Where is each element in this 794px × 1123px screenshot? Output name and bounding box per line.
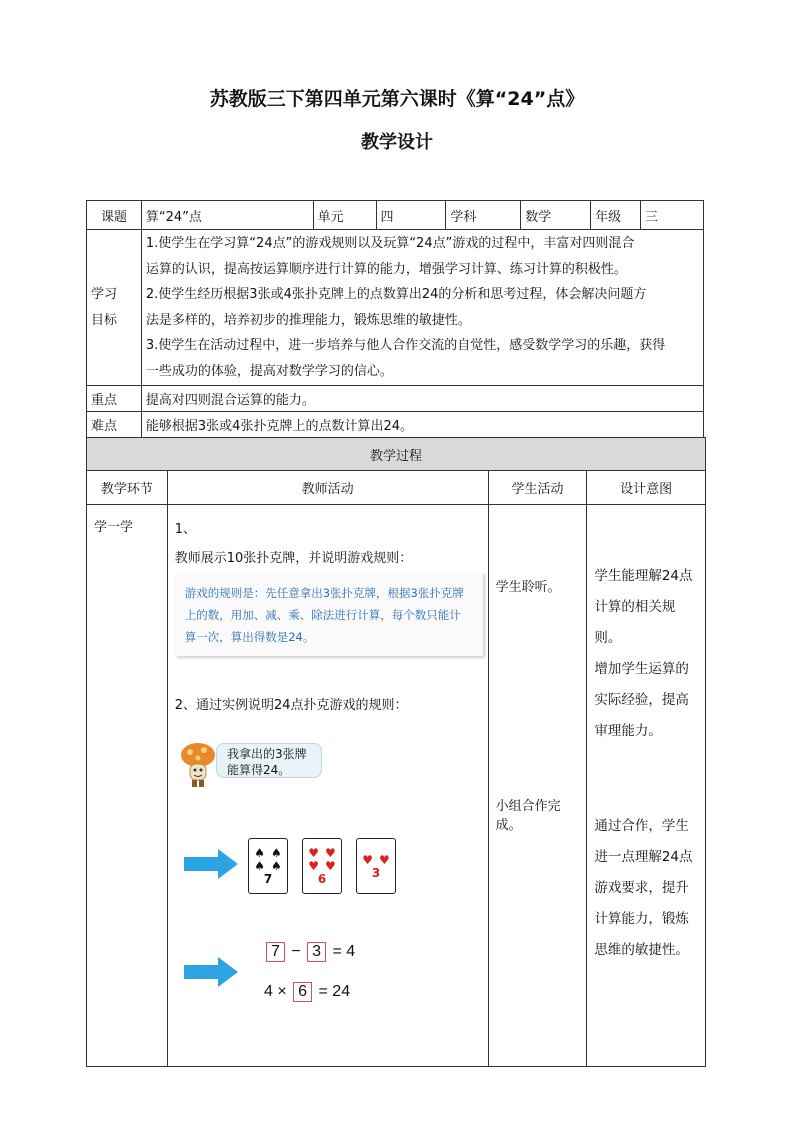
- intent-1: [588, 506, 704, 747]
- document-title: 苏教版三下第四单元第六课时《算“24”点》: [209, 88, 585, 110]
- intent-2: [588, 747, 704, 966]
- rule-box: [175, 572, 483, 656]
- col-intent: 设计意图: [587, 471, 706, 505]
- intent-line: 通过合作，学生: [594, 818, 689, 834]
- card-suit: ♥: [325, 846, 336, 860]
- card-suit: ♥: [362, 852, 373, 867]
- card-suit: ♠: [254, 859, 265, 873]
- rule-line: 算一次，算出得数是24。: [184, 630, 315, 644]
- card-suit: ♥: [308, 846, 319, 860]
- stage-label: 学一学: [94, 520, 134, 535]
- grade-value: 三: [641, 201, 704, 230]
- key-label: 重点: [87, 386, 142, 412]
- bubble-line: 能算得24。: [227, 763, 291, 777]
- grade-label: 年级: [591, 201, 641, 230]
- eq2-b: 6: [293, 982, 312, 1002]
- student-activity-2: 小组合作完成。: [495, 799, 561, 833]
- step-1-text: 教师展示10张扑克牌，并说明游戏规则：: [174, 551, 413, 566]
- info-table: [86, 200, 704, 438]
- subject-label: 学科: [446, 201, 521, 230]
- card-suit: ♠: [254, 846, 265, 860]
- bubble-line: 我拿出的3张牌: [227, 747, 307, 761]
- student-activity-1: 学生聆听。: [495, 580, 561, 595]
- topic-value: 算“24”点: [141, 201, 313, 230]
- intent-line: 进一点理解24点: [594, 849, 693, 865]
- card-rank: 6: [317, 872, 327, 886]
- goal-line: 一些成功的体验，提高对数学学习的信心。: [145, 363, 393, 379]
- goal-line: 3.使学生在活动过程中，进一步培养与他人合作交流的自觉性，感受数学学习的乐趣，获得: [145, 338, 666, 353]
- intent-line: 审理能力。: [594, 723, 662, 739]
- card-suit: ♥: [325, 859, 336, 873]
- col-stage: 教学环节: [87, 471, 168, 505]
- topic-label: 课题: [87, 201, 142, 230]
- goals-label: [87, 230, 142, 386]
- rule-line: 上的数，用加、减、乘、除法进行计算，每个数只能计: [184, 608, 461, 622]
- intent-line: 学生能理解24点: [594, 568, 693, 584]
- eq1-b: 3: [307, 942, 326, 962]
- equation-2: [264, 982, 350, 1002]
- intent-line: 计算的相关规则。: [594, 599, 676, 646]
- intent-line: 游戏要求，提升: [594, 880, 689, 896]
- card-suit: ♠: [271, 846, 282, 860]
- goal-line: 运算的认识，提高按运算顺序进行计算的能力，增强学习计算、练习计算的积极性。: [145, 261, 627, 277]
- equation-1: [264, 942, 355, 962]
- difficult-label: 难点: [87, 412, 142, 438]
- eq2-result: = 24: [318, 983, 351, 1000]
- subject-value: 数学: [521, 201, 591, 230]
- playing-card: [248, 838, 288, 894]
- eq1-result: = 4: [332, 943, 356, 960]
- process-table: [86, 437, 706, 1067]
- col-teacher: 教师活动: [167, 471, 488, 505]
- card-suit: ♥: [379, 852, 390, 867]
- eq1-op: −: [291, 943, 301, 960]
- col-student: 学生活动: [488, 471, 587, 505]
- card-rank: 7: [263, 872, 273, 886]
- playing-card: [302, 838, 342, 894]
- eq1-a: 7: [266, 942, 285, 962]
- stage-cell: [87, 505, 168, 1067]
- arrow-right-icon: [184, 849, 238, 879]
- playing-card: [356, 838, 396, 894]
- step-2: 2、通过实例说明24点扑克游戏的规则：: [174, 698, 408, 713]
- goals-cell: [141, 230, 703, 386]
- intent-line: 计算能力，锻炼: [594, 911, 689, 927]
- document-subtitle: 教学设计: [361, 132, 433, 153]
- card-suit: ♥: [308, 859, 319, 873]
- arrow-right-icon: [184, 957, 238, 987]
- eq2-a: 4 ×: [264, 983, 287, 1000]
- key-value: 提高对四则混合运算的能力。: [141, 386, 703, 412]
- goals-label-line-2: 目标: [91, 312, 118, 328]
- goal-line: 法是多样的，培养初步的推理能力，锻炼思维的敏捷性。: [145, 312, 471, 328]
- speech-bubble: [216, 743, 322, 778]
- step-1: 1、: [174, 522, 196, 537]
- intent-line: 增加学生运算的: [594, 661, 689, 677]
- intent-line: 实际经验，提高: [594, 692, 689, 708]
- process-title: 教学过程: [87, 438, 706, 471]
- card-suit: ♠: [271, 859, 282, 873]
- goal-line: 1.使学生在学习算“24点”的游戏规则以及玩算“24点”游戏的过程中，丰富对四则混合: [145, 236, 635, 251]
- goals-label-line-1: 学习: [91, 286, 118, 302]
- card-rank: 3: [371, 865, 381, 880]
- intent-line: 思维的敏捷性。: [594, 942, 689, 958]
- mushroom-character-icon: [180, 742, 216, 788]
- goal-line: 2.使学生经历根据3张或4张扑克牌上的点数算出24的分析和思考过程，体会解决问题方: [145, 287, 647, 302]
- unit-label: 单元: [313, 201, 376, 230]
- rule-line: 游戏的规则是：先任意拿出3张扑克牌，根据3张扑克牌: [184, 586, 464, 600]
- intent-cell: [587, 505, 706, 1067]
- difficult-value: 能够根据3张或4张扑克牌上的点数计算出24。: [141, 412, 703, 438]
- unit-value: 四: [376, 201, 446, 230]
- student-cell: [488, 505, 587, 1067]
